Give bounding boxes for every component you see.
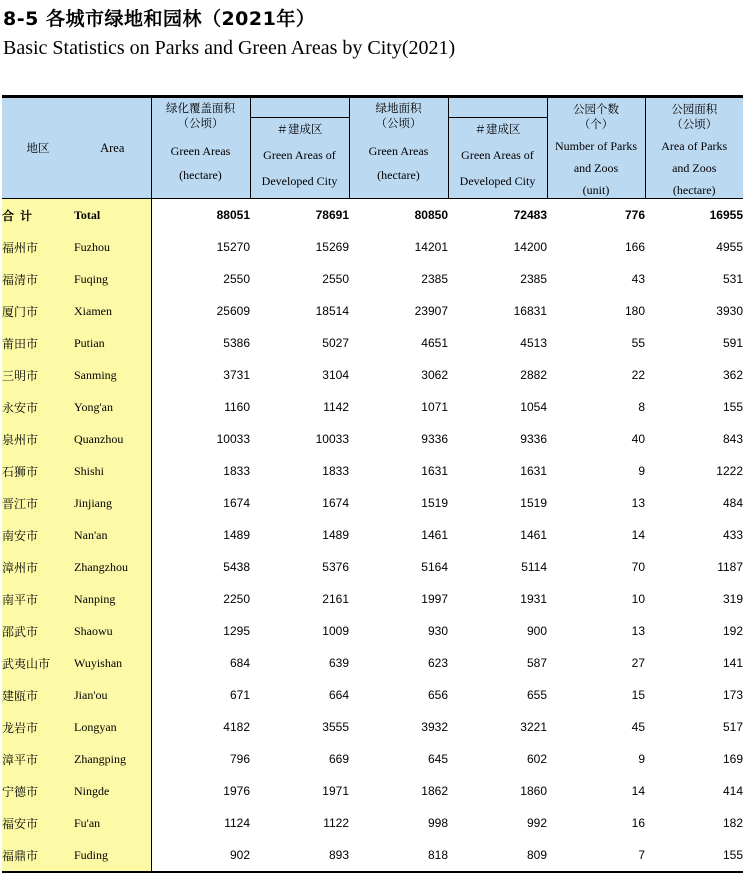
park-area-value: 141: [722, 656, 743, 670]
green-area-value: 656: [427, 688, 448, 702]
park-area-value: 484: [722, 496, 743, 510]
park-count-value: 15: [631, 688, 645, 702]
green-area-value: 1519: [421, 496, 448, 510]
park-area-value: 155: [722, 400, 743, 414]
park-count-value: 180: [624, 304, 645, 318]
green-coverage-developed-value: 1489: [322, 528, 349, 542]
green-area-value: 645: [427, 752, 448, 766]
park-count-value: 776: [624, 208, 645, 222]
region-name-cn: 三明市: [2, 359, 74, 391]
region-name-en: Fuqing: [74, 263, 151, 295]
park-count-value: 43: [631, 272, 645, 286]
region-name-cn: 南平市: [2, 583, 74, 615]
green-area-value: 1631: [421, 464, 448, 478]
green-coverage-value: 2250: [223, 592, 250, 606]
table-row: [2, 455, 743, 487]
green-area-value: 930: [427, 624, 448, 638]
park-count-value: 14: [631, 528, 645, 542]
table-row: [2, 359, 743, 391]
park-area-value: 591: [722, 336, 743, 350]
green-area-value: 1461: [421, 528, 448, 542]
header-park-area: 公园面积 （公顷） Area of Parks and Zoos (hectare): [645, 97, 743, 199]
region-name-en: Fuzhou: [74, 231, 151, 263]
table-row: [2, 647, 743, 679]
green-coverage-value: 5438: [223, 560, 250, 574]
green-area-developed-value: 587: [526, 656, 547, 670]
green-area-developed-value: 1931: [520, 592, 547, 606]
header-green-developed: ＃建成区 Green Areas of Developed City: [448, 118, 547, 199]
region-name-en: Xiamen: [74, 295, 151, 327]
green-coverage-developed-value: 78691: [315, 208, 349, 222]
table-row: [2, 391, 743, 423]
park-area-value: 182: [722, 816, 743, 830]
region-name-en: Zhangping: [74, 743, 151, 775]
green-area-value: 23907: [414, 304, 448, 318]
green-coverage-value: 25609: [216, 304, 250, 318]
green-coverage-developed-value: 1009: [322, 624, 349, 638]
region-name-cn: 龙岩市: [2, 711, 74, 743]
green-area-developed-value: 72483: [513, 208, 547, 222]
green-coverage-developed-value: 1833: [322, 464, 349, 478]
green-coverage-value: 1833: [223, 464, 250, 478]
park-count-value: 40: [631, 432, 645, 446]
region-name-en: Yong'an: [74, 391, 151, 423]
table-title-en: Basic Statistics on Parks and Green Areas by City(2021): [3, 37, 456, 59]
park-area-value: 155: [645, 839, 743, 872]
green-coverage-value: 796: [229, 752, 250, 766]
table-row: [2, 583, 743, 615]
header-coverage: 绿化覆盖面积 （公顷） Green Areas (hectare): [151, 97, 250, 199]
green-area-developed-value: 900: [526, 624, 547, 638]
green-area-developed-value: 1054: [520, 400, 547, 414]
region-name-en: Wuyishan: [74, 647, 151, 679]
region-name-cn: 漳平市: [2, 743, 74, 775]
green-coverage-developed-value: 18514: [315, 304, 349, 318]
park-count-value: 13: [631, 496, 645, 510]
table-row: [2, 807, 743, 839]
green-area-value: 3932: [421, 720, 448, 734]
table-row: [2, 295, 743, 327]
green-area-value: 14201: [414, 240, 448, 254]
green-area-developed-value: 992: [526, 816, 547, 830]
green-area-developed-value: 3221: [520, 720, 547, 734]
region-name-cn: 泉州市: [2, 423, 74, 455]
region-name-en: Zhangzhou: [74, 551, 151, 583]
table-row: [2, 743, 743, 775]
table-row-total: [2, 199, 743, 232]
green-coverage-value: 1160: [224, 400, 250, 414]
green-area-value: 1071: [421, 400, 448, 414]
park-area-value: 319: [722, 592, 743, 606]
green-area-developed-value: 16831: [513, 304, 547, 318]
region-name-en: Nan'an: [74, 519, 151, 551]
region-name-en: Ningde: [74, 775, 151, 807]
park-count-value: 70: [631, 560, 645, 574]
park-count-value: 10: [631, 592, 645, 606]
region-name-cn: 石狮市: [2, 455, 74, 487]
region-name-cn: 邵武市: [2, 615, 74, 647]
green-area-value: 9336: [421, 432, 448, 446]
green-area-developed-value: 1631: [520, 464, 547, 478]
park-area-value: 362: [722, 368, 743, 382]
header-parks: 公园个数 （个） Number of Parks and Zoos (unit): [547, 97, 645, 199]
region-name-cn: 合计: [2, 199, 74, 232]
green-area-developed-value: 809: [448, 839, 547, 872]
green-area-value: 623: [427, 656, 448, 670]
green-area-value: 3062: [421, 368, 448, 382]
green-coverage-developed-value: 1142: [323, 400, 349, 414]
table-row: [2, 423, 743, 455]
green-coverage-developed-value: 3555: [322, 720, 349, 734]
park-area-value: 16955: [709, 208, 743, 222]
region-name-en: Jinjiang: [74, 487, 151, 519]
header-region-en: Area: [74, 97, 151, 199]
region-name-en: Jian'ou: [74, 679, 151, 711]
green-coverage-developed-value: 10033: [315, 432, 349, 446]
park-area-value: 4955: [716, 240, 743, 254]
green-area-developed-value: 2385: [520, 272, 547, 286]
table-row: [2, 711, 743, 743]
green-area-value: 2385: [421, 272, 448, 286]
park-area-value: 843: [722, 432, 743, 446]
park-count-value: 9: [638, 464, 645, 478]
park-count-value: 166: [624, 240, 645, 254]
green-coverage-developed-value: 1971: [322, 784, 349, 798]
region-name-cn: 福州市: [2, 231, 74, 263]
green-coverage-value: 1976: [223, 784, 250, 798]
green-coverage-developed-value: 5027: [322, 336, 349, 350]
region-name-en: Longyan: [74, 711, 151, 743]
green-area-value: 998: [427, 816, 448, 830]
region-name-en: Putian: [74, 327, 151, 359]
header-green-spacer: [448, 97, 547, 118]
green-coverage-developed-value: 639: [328, 656, 349, 670]
green-coverage-developed-value: 15269: [315, 240, 349, 254]
green-coverage-value: 1489: [223, 528, 250, 542]
table-row: [2, 519, 743, 551]
green-area-value: 818: [349, 839, 448, 872]
green-coverage-value: 671: [229, 688, 250, 702]
park-count-value: 45: [631, 720, 645, 734]
green-coverage-developed-value: 2161: [322, 592, 349, 606]
green-coverage-value: 10033: [216, 432, 250, 446]
park-area-value: 169: [722, 752, 743, 766]
region-name-en: Quanzhou: [74, 423, 151, 455]
green-coverage-value: 684: [229, 656, 250, 670]
green-area-developed-value: 655: [526, 688, 547, 702]
park-area-value: 173: [722, 688, 743, 702]
park-area-value: 517: [722, 720, 743, 734]
park-count-value: 27: [631, 656, 645, 670]
green-area-developed-value: 5114: [521, 560, 547, 574]
park-area-value: 414: [722, 784, 743, 798]
green-coverage-developed-value: 2550: [322, 272, 349, 286]
table-row: [2, 263, 743, 295]
green-coverage-developed-value: 3104: [322, 368, 349, 382]
green-coverage-value: 902: [151, 839, 250, 872]
region-name-cn: 晋江市: [2, 487, 74, 519]
region-name-en: Fuding: [74, 839, 151, 872]
green-area-value: 5164: [421, 560, 448, 574]
park-area-value: 192: [722, 624, 743, 638]
park-count-value: 55: [631, 336, 645, 350]
green-coverage-value: 3731: [223, 368, 250, 382]
park-count-value: 9: [638, 752, 645, 766]
region-name-cn: 南安市: [2, 519, 74, 551]
green-coverage-developed-value: 664: [328, 688, 349, 702]
park-area-value: 1222: [716, 464, 743, 478]
table-row: [2, 231, 743, 263]
region-name-en: Shishi: [74, 455, 151, 487]
region-name-cn: 漳州市: [2, 551, 74, 583]
green-area-developed-value: 1461: [520, 528, 547, 542]
green-coverage-value: 88051: [216, 208, 250, 222]
region-name-cn: 福鼎市: [2, 839, 74, 872]
green-coverage-value: 1295: [223, 624, 250, 638]
park-count-value: 22: [631, 368, 645, 382]
region-name-cn: 建瓯市: [2, 679, 74, 711]
table-row: [2, 775, 743, 807]
region-name-en: Fu'an: [74, 807, 151, 839]
green-area-developed-value: 4513: [520, 336, 547, 350]
green-area-developed-value: 1860: [520, 784, 547, 798]
region-name-cn: 武夷山市: [2, 647, 74, 679]
park-count-value: 8: [638, 400, 645, 414]
green-coverage-value: 15270: [216, 240, 250, 254]
green-coverage-value: 1674: [223, 496, 250, 510]
park-count-value: 7: [547, 839, 645, 872]
region-name-cn: 莆田市: [2, 327, 74, 359]
table-row: [2, 679, 743, 711]
green-coverage-value: 1124: [224, 816, 250, 830]
green-area-developed-value: 602: [526, 752, 547, 766]
table-title-cn: 8-5 各城市绿地和园林（2021年）: [3, 8, 316, 30]
region-name-cn: 福安市: [2, 807, 74, 839]
green-area-value: 80850: [414, 208, 448, 222]
park-area-value: 3930: [716, 304, 743, 318]
table-row: [2, 551, 743, 583]
green-coverage-developed-value: 1122: [323, 816, 349, 830]
park-area-value: 531: [722, 272, 743, 286]
park-count-value: 13: [631, 624, 645, 638]
region-name-en: Sanming: [74, 359, 151, 391]
header-coverage-developed: ＃建成区 Green Areas of Developed City: [250, 118, 349, 199]
statistics-table: [2, 95, 743, 873]
green-coverage-value: 2550: [223, 272, 250, 286]
green-coverage-developed-value: 893: [250, 839, 349, 872]
header-green: 绿地面积 （公顷） Green Areas (hectare): [349, 97, 448, 199]
table-row: [2, 615, 743, 647]
park-count-value: 16: [631, 816, 645, 830]
green-coverage-developed-value: 1674: [322, 496, 349, 510]
green-coverage-developed-value: 5376: [322, 560, 349, 574]
green-area-developed-value: 2882: [520, 368, 547, 382]
table-row: [2, 839, 743, 872]
green-area-developed-value: 14200: [513, 240, 547, 254]
region-name-cn: 宁德市: [2, 775, 74, 807]
region-name-cn: 永安市: [2, 391, 74, 423]
green-area-developed-value: 1519: [520, 496, 547, 510]
green-area-value: 1997: [421, 592, 448, 606]
green-coverage-developed-value: 669: [328, 752, 349, 766]
region-name-cn: 福清市: [2, 263, 74, 295]
region-name-en: Shaowu: [74, 615, 151, 647]
table-row: [2, 487, 743, 519]
header-coverage-spacer: [250, 97, 349, 118]
region-name-cn: 厦门市: [2, 295, 74, 327]
region-name-en: Total: [74, 199, 151, 232]
green-coverage-value: 5386: [223, 336, 250, 350]
green-area-value: 1862: [421, 784, 448, 798]
region-name-en: Nanping: [74, 583, 151, 615]
green-area-developed-value: 9336: [520, 432, 547, 446]
table-row: [2, 327, 743, 359]
header-region-cn: 地区: [2, 97, 74, 199]
park-count-value: 14: [631, 784, 645, 798]
park-area-value: 433: [722, 528, 743, 542]
table-body: [2, 199, 743, 873]
park-area-value: 1187: [717, 560, 743, 574]
green-coverage-value: 4182: [223, 720, 250, 734]
green-area-value: 4651: [421, 336, 448, 350]
